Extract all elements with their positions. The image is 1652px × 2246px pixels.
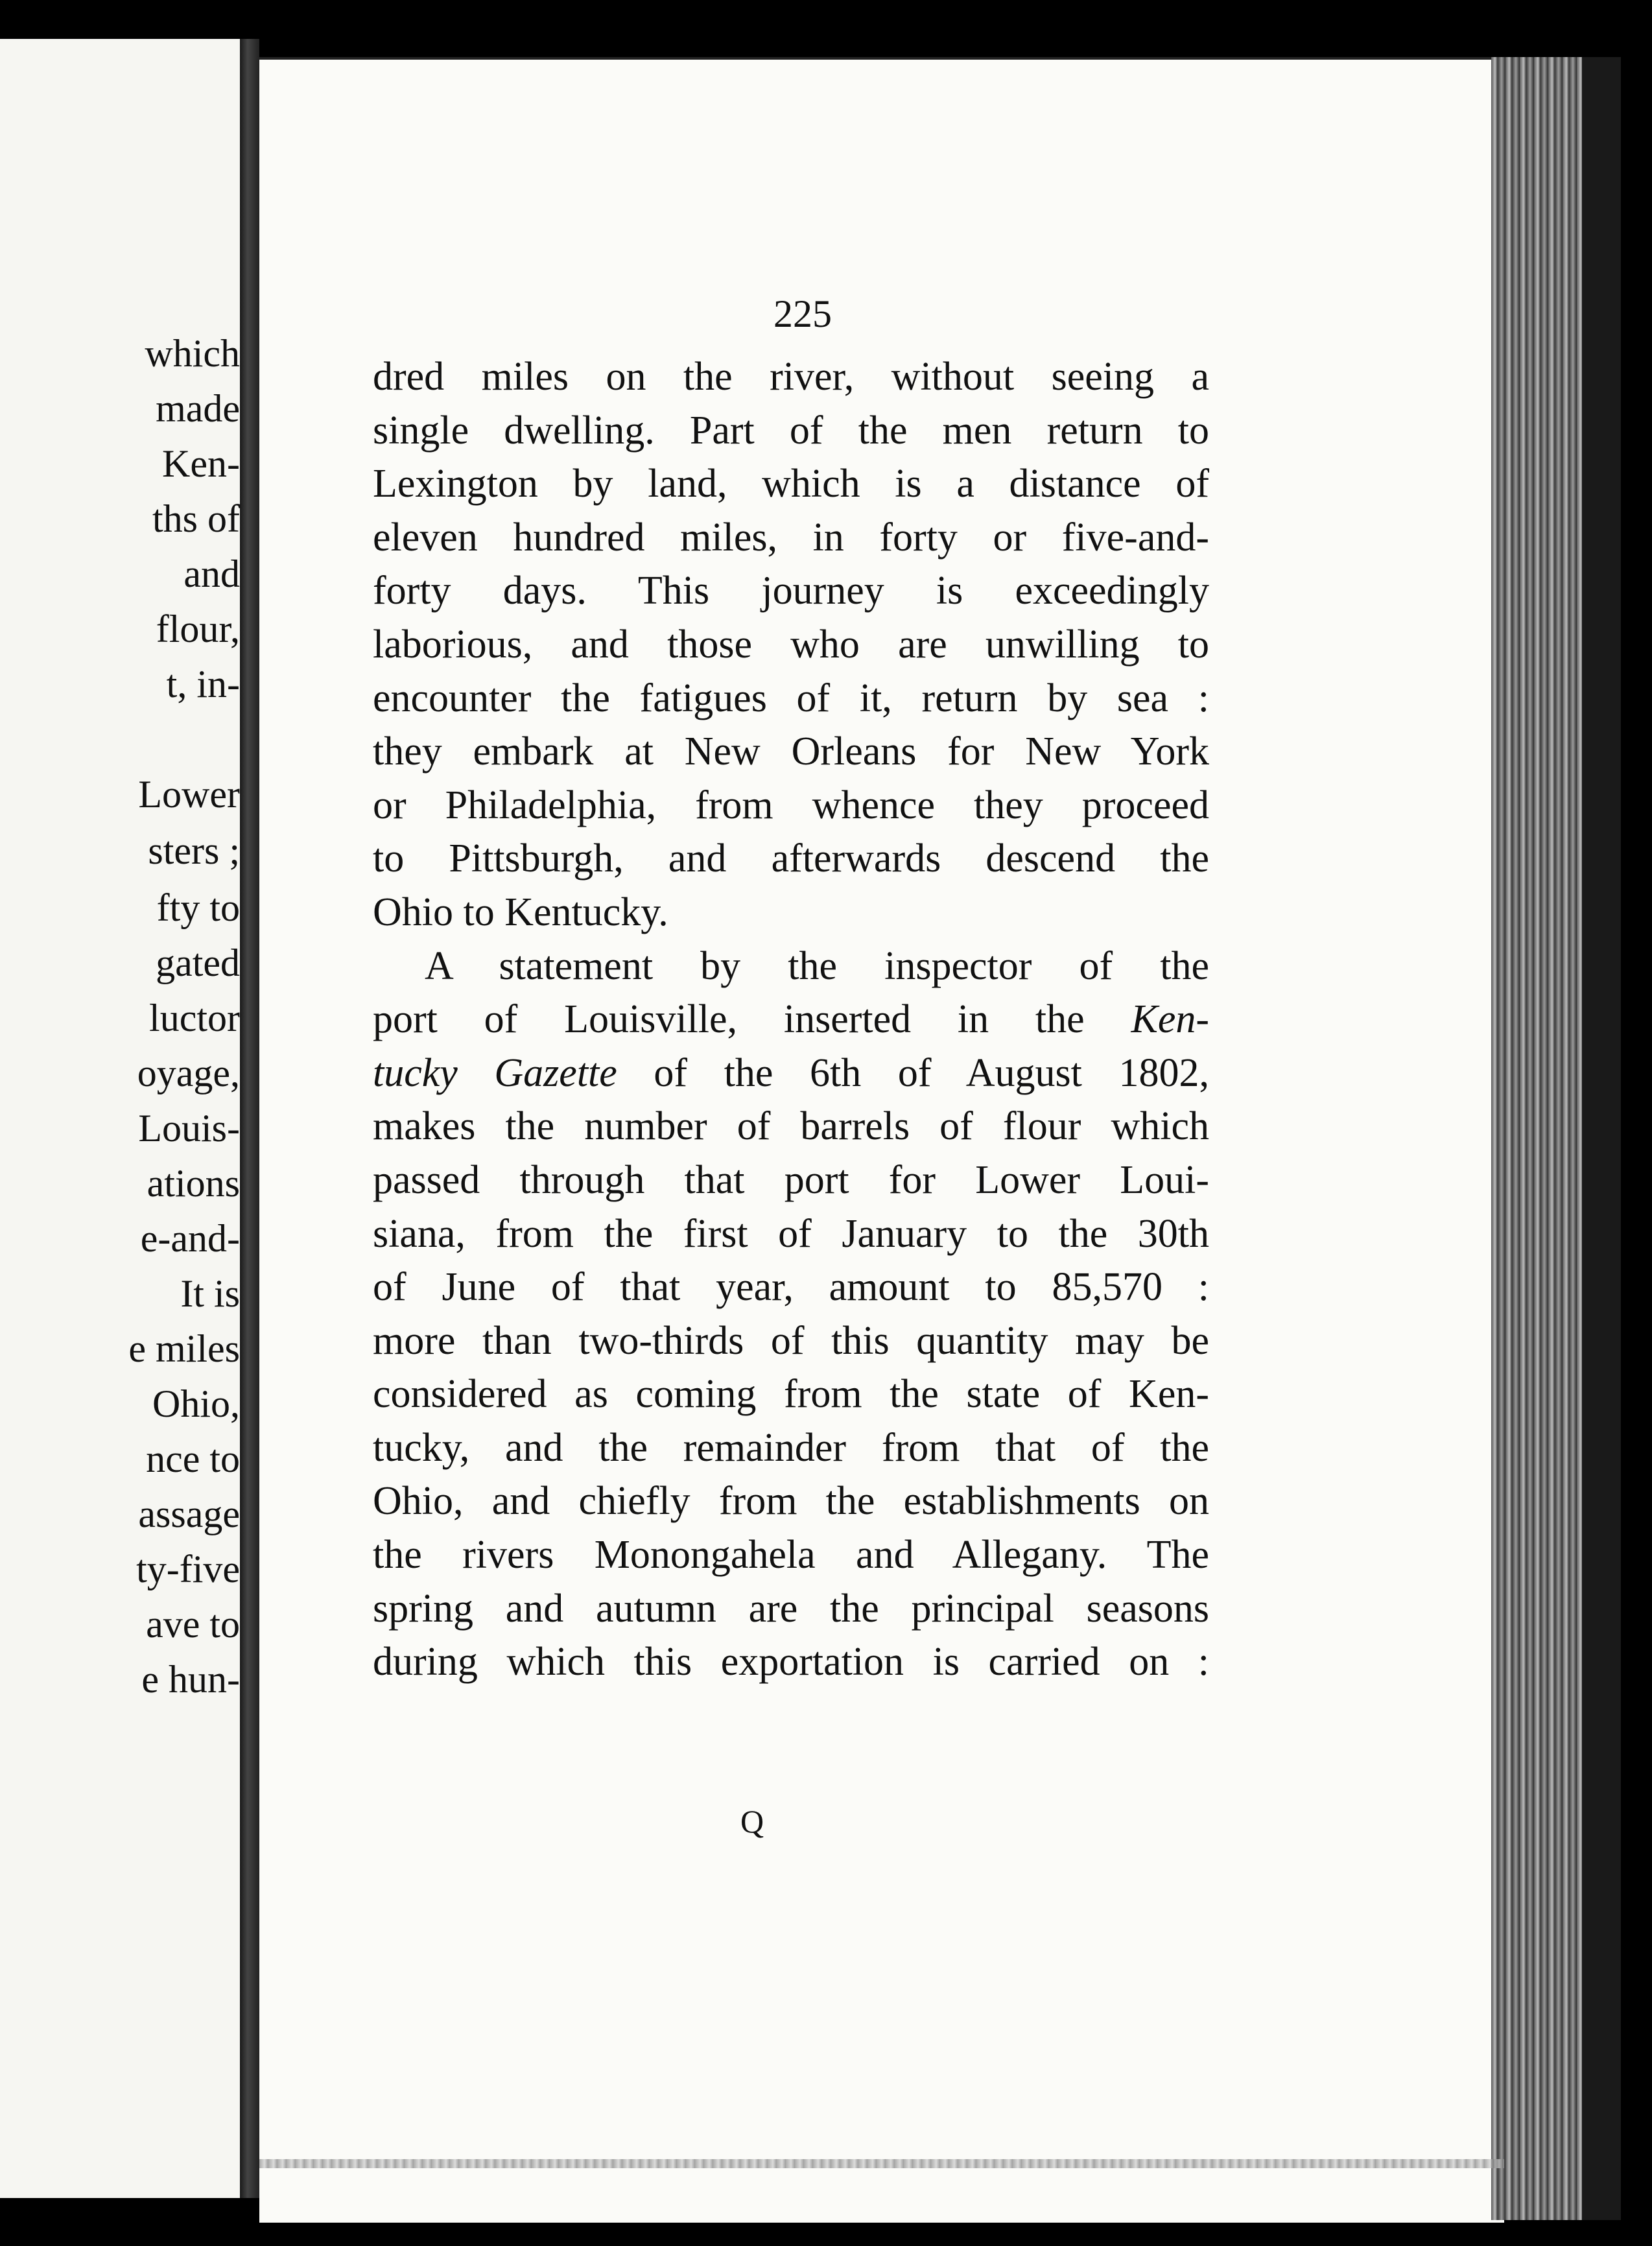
text-line: laborious, and those who are unwilling to <box>373 622 1209 667</box>
left-page-line: Ohio, <box>152 1382 240 1425</box>
left-page-line: It is <box>180 1272 240 1315</box>
text-line: Ohio to Kentucky. <box>373 890 668 934</box>
text-segment: port of Louisville, inserted in the <box>373 997 1085 1042</box>
page-stack-edge <box>1491 57 1582 2220</box>
text-line-with-italic <box>373 993 1209 1046</box>
text-line: spring and autumn are the principal seasons <box>373 1586 1209 1631</box>
text-line: Ohio, and chiefly from the establishments on <box>373 1479 1209 1524</box>
left-page-line: ave to <box>146 1603 240 1646</box>
text-line: single dwelling. Part of the men return to <box>373 408 1209 453</box>
left-page-line: gated <box>156 941 240 984</box>
left-page-line: e miles <box>128 1327 240 1370</box>
left-page-line: flour, <box>156 608 240 650</box>
text-line: the rivers Monongahela and Allegany. The <box>373 1533 1209 1578</box>
italic-title: tucky Gazette <box>373 1050 617 1095</box>
left-page-line: e-and- <box>140 1217 240 1260</box>
book-cover-edge <box>1582 57 1621 2220</box>
italic-title: Ken- <box>1131 997 1210 1042</box>
text-line: encounter the fatigues of it, return by sea : <box>373 676 1209 720</box>
left-page-line: Louis- <box>138 1107 240 1150</box>
left-page-line: ths of <box>152 497 240 540</box>
book-gutter <box>240 39 259 2198</box>
text-line: considered as coming from the state of Ken- <box>373 1372 1209 1417</box>
left-page-line: assage <box>138 1493 240 1535</box>
text-line: tucky, and the remainder from that of the <box>373 1425 1209 1470</box>
text-line: during which this exportation is carried on : <box>373 1640 1209 1684</box>
left-page-line: nce to <box>146 1437 240 1480</box>
left-page-line: t, in- <box>166 663 240 705</box>
text-line-with-italic <box>373 1046 1209 1100</box>
left-page-line: fty to <box>156 886 240 929</box>
text-line: siana, from the first of January to the 30th <box>373 1211 1209 1256</box>
signature-mark: Q <box>740 1803 764 1839</box>
text-line: makes the number of barrels of flour which <box>373 1104 1209 1149</box>
left-page-line: Ken- <box>162 442 240 485</box>
left-page-line: luctor <box>149 997 240 1039</box>
text-line: Lexington by land, which is a distance of <box>373 462 1209 506</box>
facing-page-left <box>0 39 240 2198</box>
text-line: dred miles on the river, without seeing a <box>373 355 1209 399</box>
text-line: they embark at New Orleans for New York <box>373 729 1209 774</box>
text-segment: of the 6th of August 1802, <box>654 1050 1209 1095</box>
left-page-line: oyage, <box>137 1052 240 1094</box>
text-line: of June of that year, amount to 85,570 : <box>373 1265 1209 1310</box>
text-line: passed through that port for Lower Loui- <box>373 1157 1209 1202</box>
text-line: forty days. This journey is exceedingly <box>373 569 1209 613</box>
body-text <box>373 350 1209 1689</box>
left-page-line: sters ; <box>148 829 240 872</box>
text-line: more than two-thirds of this quantity may be <box>373 1318 1209 1363</box>
left-page-line: Lower <box>138 773 240 816</box>
text-line: to Pittsburgh, and afterwards descend the <box>373 836 1209 881</box>
page-bottom-edge <box>259 2159 1504 2168</box>
text-line: A statement by the inspector of the <box>425 943 1209 988</box>
left-page-line: made <box>156 387 240 430</box>
text-line: or Philadelphia, from whence they proceed <box>373 783 1209 827</box>
left-page-line: e hun- <box>141 1658 240 1701</box>
left-page-line: and <box>183 552 240 595</box>
page-number: 225 <box>773 292 832 335</box>
left-page-line: ty-five <box>136 1548 240 1590</box>
text-line: eleven hundred miles, in forty or five-and- <box>373 515 1209 560</box>
left-page-line: ations <box>147 1162 240 1205</box>
left-page-line: which <box>145 332 240 375</box>
